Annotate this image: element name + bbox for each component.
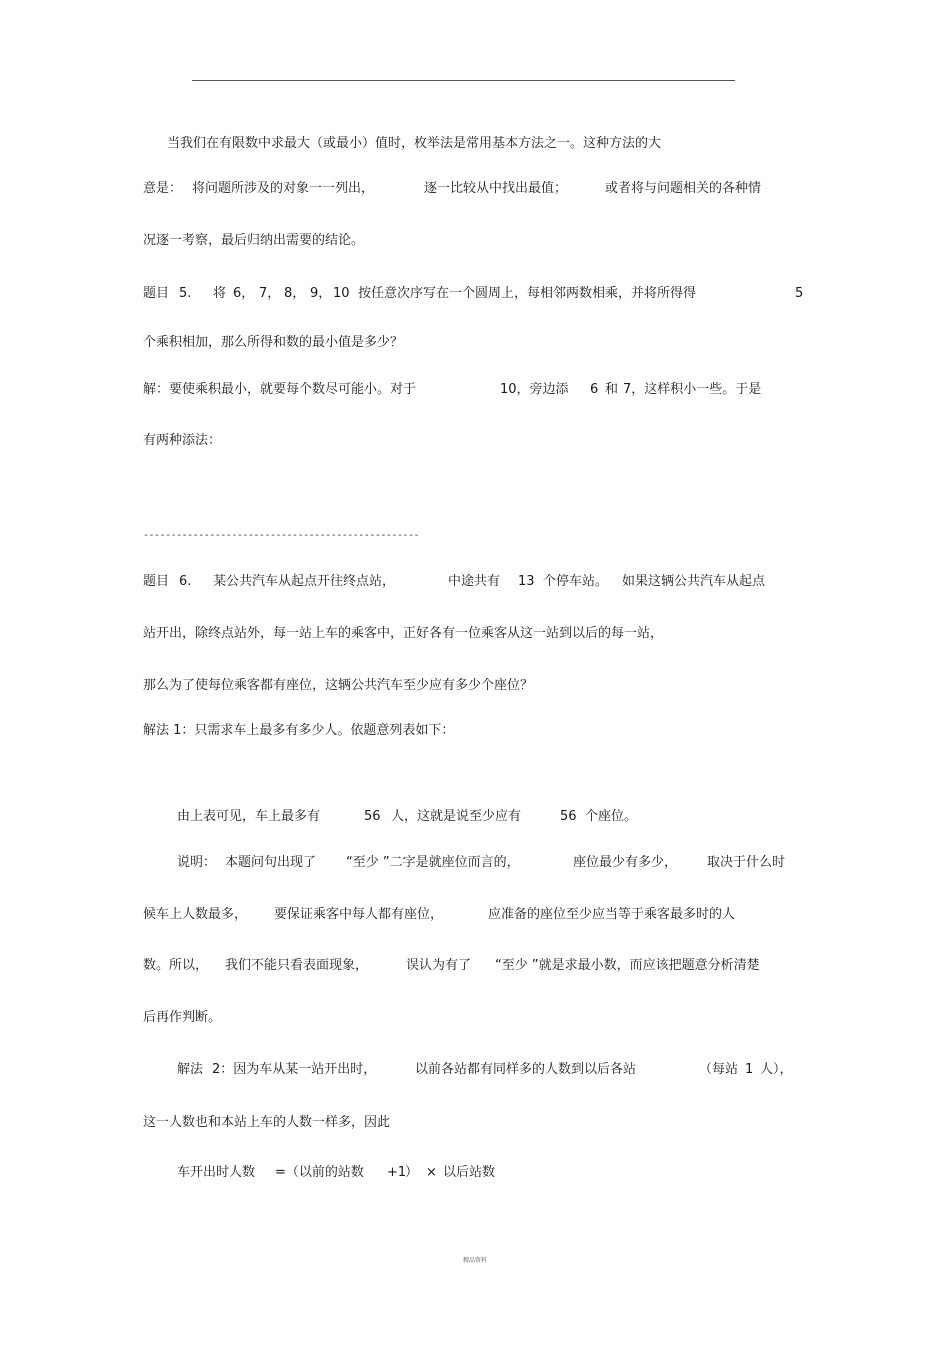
- q5-text: 10: [333, 286, 350, 301]
- q5-text: 5: [795, 286, 804, 301]
- q6-conclusion-text: 56: [560, 809, 577, 824]
- formula-text: 以后站数: [443, 1165, 496, 1180]
- intro-text: 况逐一考察，最后归纳出需要的结论。: [143, 233, 365, 248]
- q5-label: 题目: [143, 286, 170, 301]
- q6-note-text: 误认为有了: [406, 958, 472, 973]
- section-divider: --------------------------------------------------: [143, 530, 420, 541]
- q5-solution-text: 有两种添法：: [143, 433, 222, 448]
- q6-conclusion-text: 由上表可见，车上最多有: [177, 809, 321, 824]
- q6-number: 6.: [179, 574, 192, 589]
- q6-method-text: 1: [745, 1062, 754, 1077]
- q6-note-text: 说明：: [177, 855, 217, 870]
- q6-method-text: （每站: [699, 1062, 739, 1077]
- q5-text: 8，: [284, 286, 306, 301]
- q5-text: 将: [213, 286, 227, 301]
- q6-note-text: 候车上人数最多，: [143, 907, 248, 922]
- q6-text: 如果这辆公共汽车从起点: [622, 574, 766, 589]
- q5-solution-text: 7，这样积小一些。于是: [623, 382, 762, 397]
- q5-solution-text: 10，旁边添: [500, 382, 569, 397]
- formula-text: ×: [426, 1165, 437, 1180]
- q6-note-text: 要保证乘客中每人都有座位，: [274, 907, 444, 922]
- q6-note-text: 应准备的座位至少应当等于乘客最多时的人: [488, 907, 736, 922]
- page-footer: 精品资料: [462, 1257, 487, 1264]
- q6-note-text: 我们不能只看表面现象，: [225, 958, 369, 973]
- q6-conclusion-text: 56: [364, 809, 381, 824]
- q5-solution-text: 和: [605, 382, 619, 397]
- intro-text: 将问题所涉及的对象一一列出，: [192, 181, 375, 196]
- q6-method-text: 2：因为车从某一站开出时，: [212, 1062, 377, 1077]
- q5-number: 5.: [179, 286, 192, 301]
- intro-text: 逐一比较从中找出最值；: [424, 181, 568, 196]
- q5-solution-text: 解：要使乘积最小，就要每个数尽可能小。对于: [143, 382, 417, 397]
- q6-note-text: “至少 ”二字是就座位而言的，: [346, 855, 520, 870]
- q5-text: 个乘积相加，那么所得和数的最小值是多少？: [143, 335, 404, 350]
- q6-label: 题目: [143, 574, 170, 589]
- q6-text: 中途共有: [448, 574, 501, 589]
- q6-note-text: 数。所以，: [143, 958, 209, 973]
- q6-method-text: 解法 1：只需求车上最多有多少人。依题意列表如下：: [143, 723, 455, 738]
- q6-text: 某公共汽车从起点开往终点站，: [213, 574, 396, 589]
- intro-text: 或者将与问题相关的各种情: [605, 181, 762, 196]
- q6-method-text: 这一人数也和本站上车的人数一样多，因此: [143, 1115, 391, 1130]
- q6-note-text: 取决于什么时: [707, 855, 786, 870]
- q6-note-text: 后再作判断。: [143, 1010, 222, 1025]
- header-rule: [192, 80, 735, 81]
- q6-note-text: “至少 ”就是求最小数，而应该把题意分析清楚: [495, 958, 760, 973]
- q6-text: 个停车站。: [543, 574, 609, 589]
- q6-note-text: 本题问句出现了: [225, 855, 317, 870]
- formula-text: ）: [405, 1165, 419, 1180]
- q5-text: 6，: [233, 286, 255, 301]
- formula-text: 车开出时人数: [177, 1165, 256, 1180]
- q5-text: 9，: [310, 286, 332, 301]
- q6-text: 那么为了使每位乘客都有座位，这辆公共汽车至少应有多少个座位？: [143, 678, 534, 693]
- q6-text: 13: [518, 574, 535, 589]
- q6-note-text: 座位最少有多少，: [573, 855, 678, 870]
- q5-text: 7，: [259, 286, 281, 301]
- intro-text: 意是：: [143, 181, 183, 196]
- q6-method-text: 人），: [760, 1062, 793, 1077]
- q6-method-text: 以前各站都有同样多的人数到以后各站: [415, 1062, 637, 1077]
- intro-text: 当我们在有限数中求最大（或最小）值时，枚举法是常用基本方法之一。这种方法的大: [167, 136, 662, 151]
- formula-text: =（以前的站数: [275, 1165, 364, 1180]
- q5-solution-text: 6: [590, 382, 599, 397]
- q6-conclusion-text: 人，这就是说至少应有: [391, 809, 522, 824]
- q6-text: 站开出，除终点站外，每一站上车的乘客中，正好各有一位乘客从这一站到以后的每一站，: [143, 626, 664, 641]
- q6-method-text: 解法: [177, 1062, 204, 1077]
- formula-text: +1: [387, 1165, 407, 1180]
- q5-text: 按任意次序写在一个圆周上，每相邻两数相乘，并将所得得: [358, 286, 697, 301]
- q6-conclusion-text: 个座位。: [585, 809, 638, 824]
